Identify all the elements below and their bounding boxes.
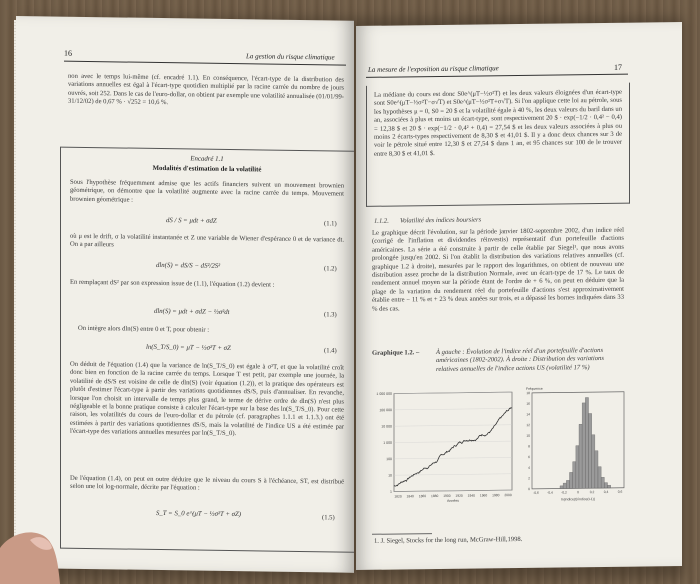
running-head-left: La gestion du risque climatique — [246, 52, 335, 62]
histogram-y-tick: 0 — [528, 487, 530, 492]
histogram-bar — [604, 483, 607, 488]
equation-1-3-number: (1.3) — [324, 311, 337, 319]
page-number-right: 17 — [614, 62, 622, 72]
section-number: 1.1.2. — [374, 217, 389, 225]
equation-1-4-number: (1.4) — [324, 347, 337, 355]
index-evolution-chart — [368, 386, 518, 506]
box-continued-text: La médiane du cours est donc S0e^(μT−½σ²T) et les deux valeurs éloignées d'un écart-type sont S0e^(μT−½σ²T−σ√T) et S0e^(μT−½σ²T+σ√T). Si l'on applique cette loi au pétrole, sous les hypothèses μ = 0, S0 = 20 $ et la volatilité égale à 40 %, les deux valeurs du baril dans un an, associées à plus et moins un écart-type, sont respectivement 20 $ · exp(−1/2 · 0,4² − 0,4) = 12,38 $ et 20 $ · exp(−1/2 · 0,4² + 0,4) = 27,54 $ et les deux valeurs associées à plus ou moins 2 écarts-types respectivement de 8,30 $ et 41,01 $. Il y a donc deux chances sur 3 de voir le pétrole situé entre 12,30 $ et 27,54 $ dans 1 an, et 95 chances sur 100 de le trouver entre 8,30 $ et 41,01 $. — [374, 88, 622, 158]
section-title: Volatilité des indices boursiers — [400, 216, 482, 225]
header-rule-right — [366, 74, 628, 78]
thumb — [0, 514, 72, 584]
histogram-x-tick: -0,2 — [561, 490, 567, 495]
y-tick-label: 1 — [390, 489, 392, 494]
chart-x-title: Années — [447, 498, 459, 503]
histogram-x-tick: 0,2 — [589, 490, 595, 495]
header-rule-left — [64, 61, 346, 66]
histogram-bar — [582, 403, 585, 488]
histogram-y-tick: 2 — [528, 476, 530, 481]
x-tick-label: 1940 — [467, 493, 476, 498]
footnote-rule — [372, 533, 432, 535]
x-tick-label: 1820 — [394, 494, 402, 499]
equation-1-5-number: (1.5) — [322, 514, 335, 522]
figure-caption: À gauche : Évolution de l'indice réel d'un portefeuille d'actions américaines (1802-2002). À droite : Distribution des variations relatives annuelles de l'indice actions US (volatilité 17 %) — [436, 346, 604, 373]
histogram-bar — [592, 435, 595, 488]
right-page — [356, 22, 682, 570]
left-page — [16, 16, 354, 573]
equation-1-4: ln(S_T/S_0) = μT − ½σ²T + σZ — [146, 343, 231, 352]
histogram-y-tick: 10 — [526, 433, 530, 438]
histogram-x-tick: 0,4 — [603, 489, 609, 494]
histogram-bar — [576, 446, 579, 489]
histogram-x-tick: -0,4 — [547, 490, 553, 495]
y-tick-label: 10 000 — [381, 424, 392, 429]
histogram-bar — [566, 480, 569, 488]
page-number-left: 16 — [64, 48, 72, 58]
y-tick-label: 1 000 — [383, 440, 392, 445]
histogram-y-tick: 12 — [526, 423, 530, 428]
box-paragraph-2: où μ est le drift, σ la volatilité instantanée et Z une variable de Wiener d'espérance 0 et de variance dt. On a par ailleurs — [70, 232, 344, 249]
equation-1-5: S_T = S_0 e^(μT − ½σ²T + σZ) — [156, 509, 242, 519]
histogram-bar — [589, 413, 592, 488]
histogram-x-tick: -0,6 — [533, 490, 539, 495]
x-tick-label: 2000 — [504, 493, 512, 498]
box-paragraph-3: En remplaçant dS² par son expression issue de (1.1), l'équation (1.2) devient : — [70, 278, 275, 289]
histogram-bar — [560, 486, 563, 489]
histogram-x-tick: 0,6 — [617, 489, 623, 494]
histogram-x-tick: 0 — [577, 490, 579, 495]
histogram-bar — [598, 467, 601, 488]
x-tick-label: 1960 — [479, 493, 488, 498]
histogram-bar — [573, 462, 576, 489]
box-paragraph-5: On déduit de l'équation (1.4) que la variance de ln(S_T/S_0) est égale à σ²T, et que la volatilité croît donc bien en fonction de la racine carrée du temps. Lorsque T est petit, par exemple une journée, la volatilité de dS/S est voisine de celle de dln(S) (voir équation (1.2)), et la pratique des opérateurs est plutôt d'estimer l'écart-type à partir des variations quotidiennes dS/S, puis d'annualiser. En revanche, lorsque l'on choisit un intervalle de temps plus grand, le terme de dérive ordre de dln(S) n'est plus négligeable et la bonne pratique consiste à calculer l'écart-type sur la base des ln(S_T/S_0). Pour cette raison, les volatilités du cours de l'euro-dollar et du pétrole (cf. paragraphes 1.1.1 et 1.1.3.) ont été estimées à partir des variations quotidiennes dS/S, mais la volatilité de l'indice US a été estimée par l'écart-type des variations annuelles mesurées par ln(S_T/S_0). — [70, 360, 344, 438]
box-paragraph-4: On intègre alors dln(S) entre 0 et T, pour obtenir : — [78, 324, 210, 334]
section-paragraph: Le graphique décrit l'évolution, sur la période janvier 1802-septembre 2002, d'un indice réel (corrigé de l'inflation et dividendes réinvestis) représentatif d'un portefeuille d'actions américaines. La série a été construite à partir de celle établie par Siegel¹, que nous avons prolongée jusqu'en 2002. Si l'on établit la distribution des variations relatives annuelles (cf. graphique 1.2 à droite), mesurées par le rapport des logarithmes, on obtient de nouveau une distribution assez proche de la distribution Normale, avec un écart-type de 17 %. Le taux de rendement annuel moyen sur la période étant de l'ordre de + 6 %, on peut en déduire que la plage de la variation du rendement réel du portefeuille d'actions s'est approximativement établie entre − 11 % et + 23 % deux années sur trois, et a dépassé les bornes indiquées dans 33 % des cas. — [372, 226, 624, 313]
gridline — [394, 408, 512, 409]
equation-1-1-number: (1.1) — [324, 220, 337, 228]
figure-label: Graphique 1.2. – — [372, 349, 420, 357]
running-head-right: La mesure de l'exposition au risque climatique — [368, 64, 499, 74]
x-tick-label: 1920 — [455, 493, 463, 498]
gridline — [394, 457, 512, 458]
histogram-bar — [608, 485, 611, 488]
y-tick-label: 10 — [388, 473, 392, 478]
y-tick-label: 1 000 000 — [376, 391, 392, 396]
histogram-y-tick: 14 — [526, 412, 530, 417]
x-tick-label: 1860 — [418, 494, 427, 499]
equation-1-3: dln(S) = μdt + σdZ − ½σ²dt — [154, 307, 230, 316]
x-tick-label: 1840 — [406, 494, 414, 499]
histogram-y-title: Fréquence — [526, 386, 543, 391]
histogram-bar — [579, 424, 582, 488]
histogram-bar — [585, 397, 588, 488]
histogram-y-tick: 18 — [526, 391, 530, 396]
box-label: Encadré 1.1 — [190, 155, 224, 163]
distribution-histogram — [520, 383, 628, 504]
gridline — [394, 474, 512, 475]
footnote: 1. J. Siegel, Stocks for the long run, McGraw-Hill,1998. — [374, 535, 523, 545]
x-tick-label: 1900 — [443, 493, 451, 498]
box-paragraph-6: De l'équation (1.4), on peut en outre déduire que le niveau du cours S à l'échéance, ST, est distribué selon une loi log-normale, décrite par l'équation : — [70, 474, 344, 492]
intro-paragraph: non avec le temps lui-même (cf. encadré 1.1). En conséquence, l'écart-type de la distribution des variations annuelles est égal à l'écart-type quotidien multiplié par la racine carrée du nombre de jours ouvrés, soit 252. Dans le cas de l'euro-dollar, on obtient par exemple une volatilité annualisée (01/01/99-31/12/02) de 0,67 % · √252 = 10,6 %. — [68, 72, 344, 107]
histogram-bar — [601, 477, 604, 488]
box-paragraph-1: Sous l'hypothèse fréquemment admise que les actifs financiers suivent un mouvement brownien géométrique, on démontre que la volatilité augmente avec la racine carrée du temps. Mouvement brownien géométrique : — [70, 178, 344, 204]
histogram-x-title: ln(indice(t)/indice(t-1)) — [560, 497, 596, 502]
equation-1-2: dln(S) = dS/S − dS²/2S² — [156, 261, 221, 270]
gridline — [394, 490, 512, 491]
x-tick-label: 1880 — [430, 493, 439, 499]
histogram-bar — [595, 451, 598, 488]
histogram-bar — [570, 472, 573, 488]
histogram-y-tick: 4 — [528, 465, 530, 470]
box-title: Modalités d'estimation de la volatilité — [152, 164, 262, 174]
y-tick-label: 100 — [386, 457, 392, 462]
gridline — [394, 392, 512, 393]
equation-1-1: dS / S = μdt + σdZ — [166, 217, 217, 225]
equation-1-2-number: (1.2) — [324, 265, 337, 273]
gridline — [394, 441, 512, 442]
y-tick-label: 100 000 — [379, 408, 392, 413]
histogram-bar — [563, 483, 566, 488]
x-tick-label: 1980 — [492, 493, 500, 498]
histogram-y-tick: 16 — [526, 401, 530, 406]
histogram-y-tick: 6 — [528, 455, 530, 460]
histogram-y-tick: 8 — [528, 444, 530, 449]
